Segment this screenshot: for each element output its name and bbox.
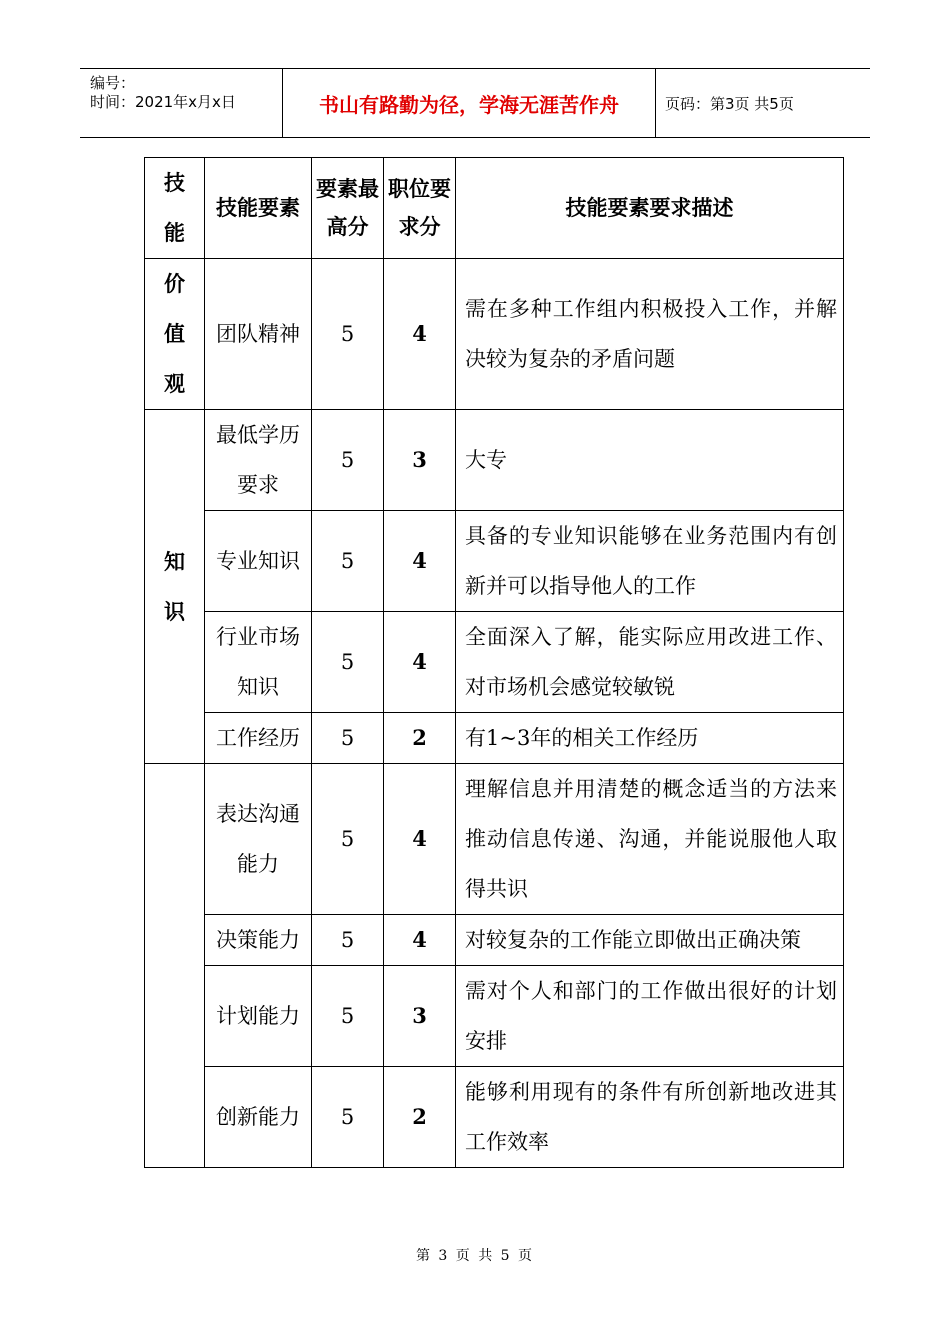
description-cell: 大专 bbox=[456, 410, 844, 511]
table-row bbox=[145, 612, 844, 713]
max-score-cell: 5 bbox=[312, 915, 384, 966]
required-score-cell: 4 bbox=[384, 915, 456, 966]
element-cell: 团队精神 bbox=[205, 259, 312, 410]
required-score-cell: 4 bbox=[384, 511, 456, 612]
description-cell: 具备的专业知识能够在业务范围内有创新并可以指导他人的工作 bbox=[456, 511, 844, 612]
max-score-cell: 5 bbox=[312, 1067, 384, 1168]
description-cell: 对较复杂的工作能立即做出正确决策 bbox=[456, 915, 844, 966]
time-label: 时间：2021年x月x日 bbox=[90, 93, 236, 111]
description-cell: 全面深入了解，能实际应用改进工作、对市场机会感觉较敏锐 bbox=[456, 612, 844, 713]
table-row bbox=[145, 915, 844, 966]
table-header-row bbox=[145, 158, 844, 259]
header-meta bbox=[80, 69, 283, 137]
table-row bbox=[145, 410, 844, 511]
required-score-cell: 3 bbox=[384, 966, 456, 1067]
category-cell bbox=[145, 764, 205, 1168]
element-cell: 工作经历 bbox=[205, 713, 312, 764]
element-cell: 专业知识 bbox=[205, 511, 312, 612]
header-motto: 书山有路勤为径，学海无涯苦作舟 bbox=[283, 69, 656, 137]
table-row bbox=[145, 1067, 844, 1168]
table-row bbox=[145, 764, 844, 915]
max-score-cell: 5 bbox=[312, 612, 384, 713]
max-score-cell: 5 bbox=[312, 511, 384, 612]
header-required-score: 职位要求分 bbox=[384, 158, 456, 259]
required-score-cell: 4 bbox=[384, 764, 456, 915]
header-description: 技能要素要求描述 bbox=[456, 158, 844, 259]
element-cell: 最低学历要求 bbox=[205, 410, 312, 511]
table-row bbox=[145, 259, 844, 410]
page-footer: 第 3 页 共 5 页 bbox=[415, 1248, 535, 1264]
header-max-score: 要素最高分 bbox=[312, 158, 384, 259]
element-cell: 行业市场知识 bbox=[205, 612, 312, 713]
required-score-cell: 2 bbox=[384, 713, 456, 764]
table-row bbox=[145, 713, 844, 764]
table-row bbox=[145, 511, 844, 612]
element-cell: 创新能力 bbox=[205, 1067, 312, 1168]
required-score-cell: 3 bbox=[384, 410, 456, 511]
category-cell: 价值观 bbox=[145, 259, 205, 410]
required-score-cell: 2 bbox=[384, 1067, 456, 1168]
category-cell: 知识 bbox=[145, 410, 205, 764]
skill-table bbox=[144, 157, 844, 1168]
description-cell: 理解信息并用清楚的概念适当的方法来推动信息传递、沟通，并能说服他人取得共识 bbox=[456, 764, 844, 915]
required-score-cell: 4 bbox=[384, 259, 456, 410]
description-cell: 需在多种工作组内积极投入工作，并解决较为复杂的矛盾问题 bbox=[456, 259, 844, 410]
header-element: 技能要素 bbox=[205, 158, 312, 259]
max-score-cell: 5 bbox=[312, 259, 384, 410]
serial-label: 编号： bbox=[90, 74, 136, 92]
element-cell: 表达沟通能力 bbox=[205, 764, 312, 915]
header-page-info: 页码：第3页 共5页 bbox=[665, 94, 794, 113]
description-cell: 能够利用现有的条件有所创新地改进其工作效率 bbox=[456, 1067, 844, 1168]
required-score-cell: 4 bbox=[384, 612, 456, 713]
description-cell: 需对个人和部门的工作做出很好的计划安排 bbox=[456, 966, 844, 1067]
element-cell: 计划能力 bbox=[205, 966, 312, 1067]
max-score-cell: 5 bbox=[312, 966, 384, 1067]
max-score-cell: 5 bbox=[312, 410, 384, 511]
table-row bbox=[145, 966, 844, 1067]
header-category: 技能 bbox=[145, 158, 205, 259]
page-header bbox=[80, 68, 870, 138]
max-score-cell: 5 bbox=[312, 713, 384, 764]
description-cell: 有1~3年的相关工作经历 bbox=[456, 713, 844, 764]
max-score-cell: 5 bbox=[312, 764, 384, 915]
element-cell: 决策能力 bbox=[205, 915, 312, 966]
